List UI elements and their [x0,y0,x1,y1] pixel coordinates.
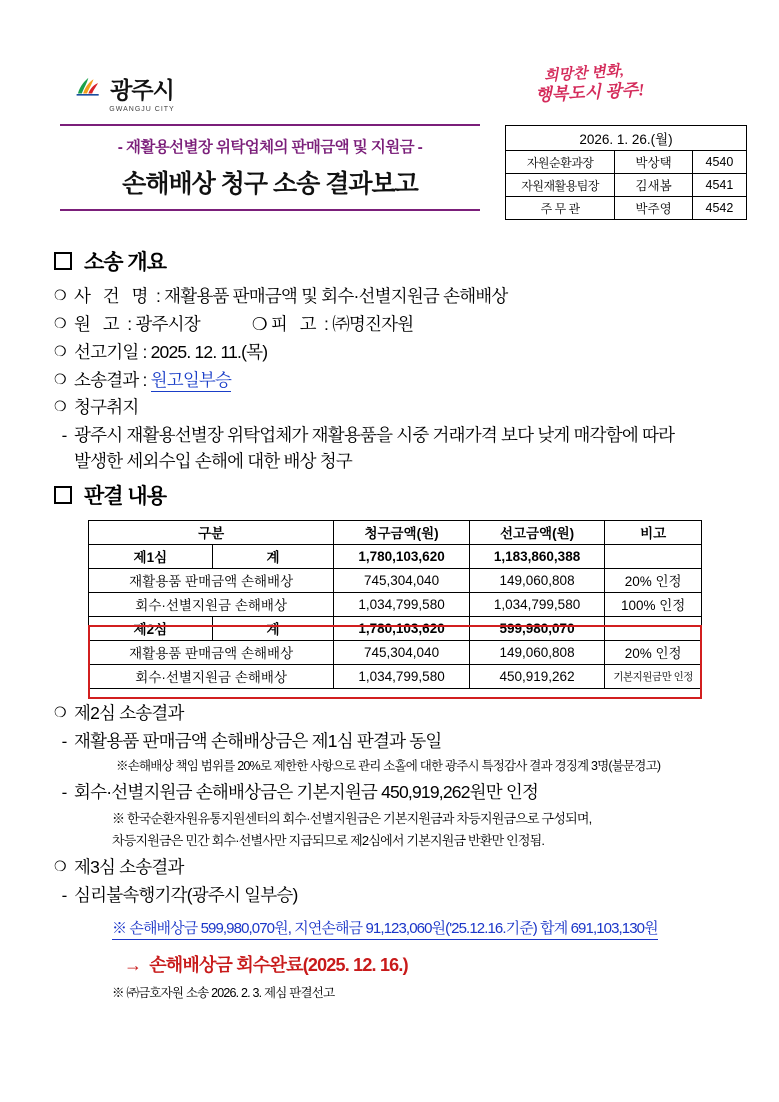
overview-label: 소송결과 [74,369,139,390]
cell-award: 450,919,262 [469,664,605,688]
approval-row [506,197,747,220]
circle-bullet-icon: ❍ [54,370,66,387]
cell-item: 계 [212,544,334,568]
judgement-table-wrap [54,520,744,689]
table-header-row [89,520,702,544]
circle-bullet-icon: ❍ [54,314,66,331]
cell-note [605,616,702,640]
cell-note: 기본지원금만 인정 [605,664,702,688]
section-2-heading [54,480,744,510]
result2-heading [54,701,744,726]
dash-bullet-icon: - [61,885,67,905]
approval-name: 박주영 [615,197,693,220]
cell-instance: 제2심 [89,616,213,640]
city-logo-subtext: GWANGJU CITY [109,106,175,113]
overview-item-parties: ❍ 원 고 : 광주시장 ❍ 피 고 : ㈜명진자원 [54,313,414,334]
result2-item-b-note-2: 차등지원금은 민간 회수·선별사만 지급되므로 제2심에서 기본지원금 반환만 인정됨. [112,832,545,848]
table-row [89,544,702,568]
approval-role: 주 무 관 [506,197,615,220]
circle-bullet-icon: ❍ [54,287,66,303]
overview-item-verdict-date: ❍ 선고기일 : 2025. 12. 11.(목) [54,341,268,362]
col-header-note: 비고 [605,520,702,544]
table-row [89,664,702,688]
approval-role: 자원순환과장 [506,151,615,174]
result2-item-a [54,729,744,755]
approval-date-row [506,126,747,151]
overview-label: 선고기일 [74,341,139,362]
document-footnote: ※ ㈜금호자원 소송 2026. 2. 3. 제심 판결선고 [112,986,335,1001]
cell-award: 1,183,860,388 [469,544,605,568]
slogan-line-1: 희망찬 변화, [543,63,625,85]
table-row [89,640,702,664]
cell-claim: 1,780,103,620 [334,544,470,568]
circle-bullet-icon: ❍ [54,398,66,415]
approval-name: 김새봄 [615,174,693,197]
col-header-award: 선고금액(원) [469,520,605,544]
overview-item-result: ❍ 소송결과 : 원고일부승 [54,369,232,390]
judgement-table [88,520,702,689]
dash-bullet-icon: - [61,426,67,446]
document-title: 손해배상 청구 소송 결과보고 [122,170,418,198]
gwangju-emblem-icon [74,74,100,100]
result2-heading-text: 제2심 소송결과 [74,702,184,723]
title-block [60,124,480,211]
square-bullet-icon [54,252,72,270]
cell-award: 149,060,808 [469,568,605,592]
result2-item-b-note-1: ※ 한국순환자원유통지원센터의 회수·선별지원금은 기본지원금과 차등지원금으로 구성되며, [112,810,592,826]
claim-purpose-text-row [54,423,744,474]
result3-item-a-text: 심리불속행기각(광주시 일부승) [74,884,298,905]
result2-item-b-text: 회수·선별지원금 손해배상금은 기본지원금 450,919,262원만 인정 [74,782,539,803]
final-recovery-line [124,951,744,977]
square-bullet-icon [54,486,72,504]
approval-row [506,174,747,197]
overview-item-case-name: ❍ 사 건 명 : 재활용품 판매금액 및 회수·선별지원금 손해배상 [54,286,508,306]
circle-bullet-icon: ❍ [54,857,66,874]
title-rule-top [60,124,480,126]
cell-claim: 745,304,040 [334,568,470,592]
overview-value: 재활용품 판매금액 및 회수·선별지원금 손해배상 [164,286,508,306]
cell-award: 1,034,799,580 [469,592,605,616]
section-2-heading-text: 판결 내용 [84,484,166,508]
cell-claim: 1,034,799,580 [334,664,470,688]
overview-value-plaintiff: 광주시장 [135,313,200,334]
result2-item-a-note: ※손해배상 책임 범위를 20%로 제한한 사항으로 관리 소홀에 대한 광주시 특정감사 결과 경징계 3명(불문경고) [116,759,661,774]
col-header-claim: 청구금액(원) [334,520,470,544]
approval-date: 2026. 1. 26.(월) [506,126,747,151]
circle-bullet-icon: ❍ [54,342,66,359]
overview-value-defendant: ㈜명진자원 [332,313,414,334]
cell-item: 계 [212,616,334,640]
cell-instance: 제1심 [89,544,213,568]
cell-note: 100% 인정 [605,592,702,616]
table-row [89,568,702,592]
cell-award: 599,980,070 [469,616,605,640]
cell-award: 149,060,808 [469,640,605,664]
cell-claim: 1,034,799,580 [334,592,470,616]
col-header-gubun: 구분 [89,520,334,544]
overview-value-result: 원고일부승 [150,369,232,390]
cell-item: 재활용품 판매금액 손해배상 [89,640,334,664]
city-logo-text: 광주시 [110,77,174,103]
cell-claim: 745,304,040 [334,640,470,664]
document-subtitle: - 재활용선별장 위탁업체의 판매금액 및 지원금 - [117,139,423,156]
result2-item-b [54,780,744,806]
result3-amount-note: ※ 손해배상금 599,980,070원, 지연손해금 91,123,060원('25.12.16.기준) 합계 691,103,130원 [112,917,658,940]
cell-note: 20% 인정 [605,568,702,592]
cell-claim: 1,780,103,620 [334,616,470,640]
circle-bullet-icon: ❍ [54,703,66,720]
approval-ext: 4542 [692,197,746,220]
overview-label-plaintiff: 원 고 [74,313,124,334]
cell-item: 회수·선별지원금 손해배상 [89,664,334,688]
cell-item: 재활용품 판매금액 손해배상 [89,568,334,592]
city-logo [78,72,188,113]
result2-item-a-text: 재활용품 판매금액 손해배상금은 제1심 판결과 동일 [74,730,442,751]
overview-label: 사 건 명 [74,286,152,306]
section-1-heading-text: 소송 개요 [84,251,166,274]
cell-note: 20% 인정 [605,640,702,664]
result3-item-a [54,883,744,909]
overview-value: 2025. 12. 11.(목) [150,341,268,362]
approval-role: 자원재활용팀장 [506,174,615,197]
claim-purpose-text: 광주시 재활용선별장 위탁업체가 재활용품을 시중 거래가격 보다 낮게 매각함에 따라 발생한 세외수입 손해에 대한 배상 청구 [74,425,675,471]
table-row [89,592,702,616]
document-header [0,0,779,125]
city-slogan [499,63,669,106]
approval-name: 박상택 [615,151,693,174]
slogan-line-2: 행복도시 광주! [534,80,646,106]
approval-row [506,151,747,174]
section-1-heading [54,246,744,276]
approval-ext: 4540 [692,151,746,174]
cell-note [605,544,702,568]
arrow-icon: → [124,955,142,976]
dash-bullet-icon: - [61,783,67,803]
final-recovery-text: 손해배상금 회수완료(2025. 12. 16.) [149,955,408,976]
cell-item: 회수·선별지원금 손해배상 [89,592,334,616]
overview-item-claim-purpose [54,395,744,420]
dash-bullet-icon: - [61,731,67,751]
overview-label-defendant: 피 고 [270,313,320,334]
table-row [89,616,702,640]
result3-heading-text: 제3심 소송결과 [74,856,184,877]
title-rule-bottom [60,209,480,211]
document-body [54,246,744,1001]
approval-ext: 4541 [692,174,746,197]
approval-table [505,125,747,220]
overview-label: 청구취지 [74,397,139,418]
result3-heading [54,855,744,880]
